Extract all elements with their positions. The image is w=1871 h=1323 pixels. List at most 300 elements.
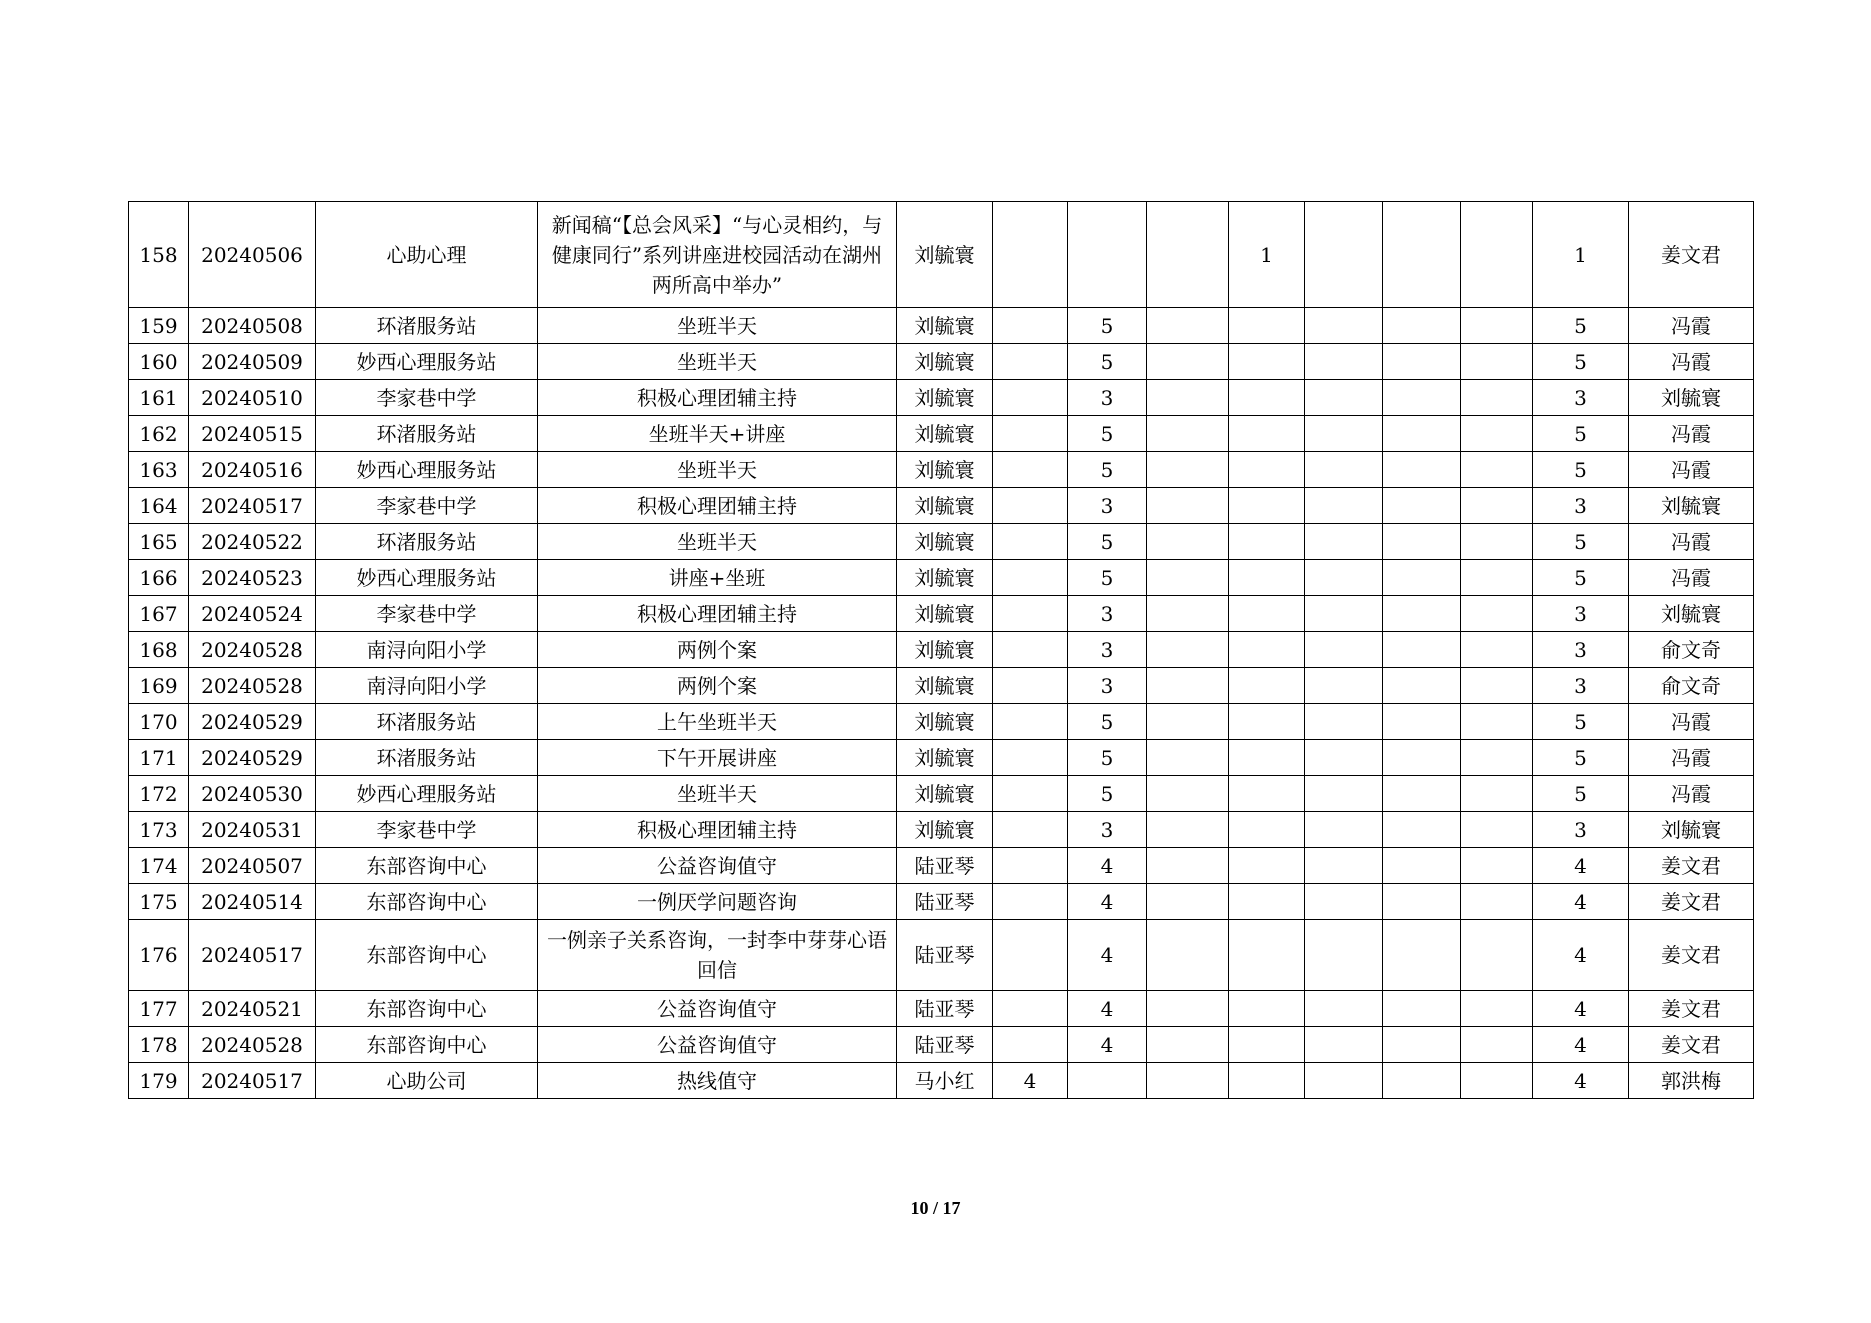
- cell-col-9: [1229, 1027, 1305, 1063]
- cell-volunteer: 刘毓寰: [897, 344, 993, 380]
- cell-col-11: [1383, 308, 1461, 344]
- cell-col-9: [1229, 452, 1305, 488]
- cell-seq-no: 165: [129, 524, 189, 560]
- table-row: [129, 1027, 1754, 1063]
- cell-col-7: 5: [1068, 704, 1147, 740]
- cell-activity: 下午开展讲座: [538, 740, 897, 776]
- cell-organization: 东部咨询中心: [316, 991, 538, 1027]
- cell-activity: 上午坐班半天: [538, 704, 897, 740]
- cell-col-8: [1147, 812, 1229, 848]
- cell-volunteer: 陆亚琴: [897, 884, 993, 920]
- cell-col-6: [993, 848, 1068, 884]
- cell-col-7: [1068, 202, 1147, 308]
- cell-seq-no: 171: [129, 740, 189, 776]
- table-row: [129, 1063, 1754, 1099]
- cell-col-12: [1461, 380, 1533, 416]
- cell-col-8: [1147, 991, 1229, 1027]
- cell-col-11: [1383, 202, 1461, 308]
- cell-col-12: [1461, 848, 1533, 884]
- cell-col-9: [1229, 560, 1305, 596]
- cell-col-10: [1305, 740, 1383, 776]
- cell-col-10: [1305, 704, 1383, 740]
- cell-volunteer: 刘毓寰: [897, 596, 993, 632]
- cell-volunteer: 刘毓寰: [897, 812, 993, 848]
- cell-total-hours: 4: [1533, 848, 1629, 884]
- cell-activity: 坐班半天: [538, 452, 897, 488]
- cell-organization: 妙西心理服务站: [316, 452, 538, 488]
- cell-organization: 环渚服务站: [316, 416, 538, 452]
- cell-col-6: [993, 776, 1068, 812]
- cell-col-10: [1305, 524, 1383, 560]
- cell-col-7: 5: [1068, 308, 1147, 344]
- cell-col-6: [993, 704, 1068, 740]
- cell-volunteer: 刘毓寰: [897, 668, 993, 704]
- cell-total-hours: 4: [1533, 920, 1629, 991]
- cell-seq-no: 161: [129, 380, 189, 416]
- cell-verifier: 俞文奇: [1629, 632, 1754, 668]
- cell-col-7: 4: [1068, 884, 1147, 920]
- cell-volunteer: 刘毓寰: [897, 380, 993, 416]
- cell-organization: 妙西心理服务站: [316, 776, 538, 812]
- cell-volunteer: 刘毓寰: [897, 308, 993, 344]
- cell-col-11: [1383, 668, 1461, 704]
- cell-volunteer: 陆亚琴: [897, 991, 993, 1027]
- cell-date: 20240528: [189, 668, 316, 704]
- cell-col-7: 5: [1068, 776, 1147, 812]
- cell-organization: 南浔向阳小学: [316, 632, 538, 668]
- table-row: [129, 380, 1754, 416]
- cell-activity: 坐班半天+讲座: [538, 416, 897, 452]
- cell-col-10: [1305, 1027, 1383, 1063]
- cell-verifier: 冯霞: [1629, 524, 1754, 560]
- cell-col-12: [1461, 596, 1533, 632]
- cell-col-8: [1147, 848, 1229, 884]
- cell-seq-no: 164: [129, 488, 189, 524]
- cell-col-9: [1229, 380, 1305, 416]
- cell-col-10: [1305, 991, 1383, 1027]
- cell-col-8: [1147, 560, 1229, 596]
- cell-col-10: [1305, 452, 1383, 488]
- cell-organization: 心助心理: [316, 202, 538, 308]
- cell-col-8: [1147, 1027, 1229, 1063]
- cell-col-10: [1305, 812, 1383, 848]
- cell-col-9: 1: [1229, 202, 1305, 308]
- cell-col-9: [1229, 668, 1305, 704]
- cell-volunteer: 陆亚琴: [897, 1027, 993, 1063]
- table-row: [129, 848, 1754, 884]
- cell-col-10: [1305, 560, 1383, 596]
- cell-col-11: [1383, 344, 1461, 380]
- cell-col-9: [1229, 488, 1305, 524]
- cell-col-8: [1147, 452, 1229, 488]
- cell-seq-no: 162: [129, 416, 189, 452]
- cell-activity: 一例厌学问题咨询: [538, 884, 897, 920]
- cell-col-8: [1147, 884, 1229, 920]
- cell-volunteer: 刘毓寰: [897, 740, 993, 776]
- cell-volunteer: 陆亚琴: [897, 848, 993, 884]
- cell-col-11: [1383, 380, 1461, 416]
- cell-col-10: [1305, 344, 1383, 380]
- cell-seq-no: 175: [129, 884, 189, 920]
- table-row: [129, 991, 1754, 1027]
- cell-activity: 公益咨询值守: [538, 1027, 897, 1063]
- cell-col-11: [1383, 920, 1461, 991]
- cell-total-hours: 3: [1533, 596, 1629, 632]
- cell-col-6: [993, 202, 1068, 308]
- cell-activity: 两例个案: [538, 632, 897, 668]
- table-row: [129, 416, 1754, 452]
- cell-col-7: 3: [1068, 812, 1147, 848]
- cell-verifier: 俞文奇: [1629, 668, 1754, 704]
- cell-col-11: [1383, 632, 1461, 668]
- cell-seq-no: 163: [129, 452, 189, 488]
- cell-organization: 环渚服务站: [316, 740, 538, 776]
- cell-col-8: [1147, 308, 1229, 344]
- cell-col-6: [993, 1027, 1068, 1063]
- cell-date: 20240529: [189, 704, 316, 740]
- cell-col-9: [1229, 344, 1305, 380]
- cell-col-10: [1305, 776, 1383, 812]
- cell-activity: 积极心理团辅主持: [538, 488, 897, 524]
- cell-seq-no: 166: [129, 560, 189, 596]
- cell-col-12: [1461, 668, 1533, 704]
- cell-seq-no: 169: [129, 668, 189, 704]
- cell-verifier: 冯霞: [1629, 560, 1754, 596]
- cell-total-hours: 3: [1533, 488, 1629, 524]
- table-row: [129, 704, 1754, 740]
- cell-activity: 坐班半天: [538, 776, 897, 812]
- cell-col-7: 3: [1068, 632, 1147, 668]
- cell-col-11: [1383, 848, 1461, 884]
- cell-col-10: [1305, 668, 1383, 704]
- table-row: [129, 740, 1754, 776]
- cell-total-hours: 4: [1533, 991, 1629, 1027]
- cell-col-8: [1147, 488, 1229, 524]
- cell-col-12: [1461, 920, 1533, 991]
- cell-activity: 两例个案: [538, 668, 897, 704]
- cell-activity: 积极心理团辅主持: [538, 596, 897, 632]
- cell-col-8: [1147, 704, 1229, 740]
- cell-col-12: [1461, 488, 1533, 524]
- cell-total-hours: 1: [1533, 202, 1629, 308]
- cell-col-7: [1068, 1063, 1147, 1099]
- cell-col-8: [1147, 416, 1229, 452]
- cell-col-10: [1305, 884, 1383, 920]
- cell-date: 20240528: [189, 1027, 316, 1063]
- cell-col-6: [993, 596, 1068, 632]
- cell-col-12: [1461, 704, 1533, 740]
- cell-seq-no: 170: [129, 704, 189, 740]
- cell-col-8: [1147, 776, 1229, 812]
- cell-col-12: [1461, 1063, 1533, 1099]
- table-row: [129, 920, 1754, 991]
- cell-col-6: [993, 308, 1068, 344]
- cell-col-8: [1147, 632, 1229, 668]
- cell-total-hours: 5: [1533, 452, 1629, 488]
- cell-col-7: 4: [1068, 848, 1147, 884]
- cell-col-9: [1229, 991, 1305, 1027]
- cell-col-12: [1461, 991, 1533, 1027]
- cell-col-9: [1229, 416, 1305, 452]
- cell-col-11: [1383, 1027, 1461, 1063]
- cell-verifier: 刘毓寰: [1629, 488, 1754, 524]
- cell-col-8: [1147, 202, 1229, 308]
- cell-verifier: 姜文君: [1629, 884, 1754, 920]
- cell-volunteer: 刘毓寰: [897, 560, 993, 596]
- cell-col-6: [993, 416, 1068, 452]
- cell-col-7: 4: [1068, 991, 1147, 1027]
- cell-col-9: [1229, 848, 1305, 884]
- cell-col-10: [1305, 488, 1383, 524]
- cell-col-6: [993, 560, 1068, 596]
- cell-verifier: 姜文君: [1629, 920, 1754, 991]
- cell-col-12: [1461, 884, 1533, 920]
- cell-date: 20240524: [189, 596, 316, 632]
- cell-col-12: [1461, 1027, 1533, 1063]
- cell-col-9: [1229, 920, 1305, 991]
- table-row: [129, 202, 1754, 308]
- table-row: [129, 776, 1754, 812]
- cell-col-10: [1305, 202, 1383, 308]
- table-row: [129, 596, 1754, 632]
- cell-total-hours: 5: [1533, 776, 1629, 812]
- cell-seq-no: 179: [129, 1063, 189, 1099]
- cell-col-11: [1383, 776, 1461, 812]
- cell-date: 20240506: [189, 202, 316, 308]
- cell-col-9: [1229, 704, 1305, 740]
- cell-verifier: 冯霞: [1629, 704, 1754, 740]
- cell-total-hours: 5: [1533, 740, 1629, 776]
- cell-verifier: 冯霞: [1629, 452, 1754, 488]
- cell-col-6: 4: [993, 1063, 1068, 1099]
- cell-col-7: 5: [1068, 740, 1147, 776]
- cell-total-hours: 4: [1533, 1027, 1629, 1063]
- table-row: [129, 488, 1754, 524]
- cell-activity: 公益咨询值守: [538, 848, 897, 884]
- cell-activity: 新闻稿“【总会风采】“与心灵相约，与健康同行”系列讲座进校园活动在湖州两所高中举办”: [538, 202, 897, 308]
- cell-col-11: [1383, 884, 1461, 920]
- cell-activity: 积极心理团辅主持: [538, 380, 897, 416]
- cell-total-hours: 5: [1533, 308, 1629, 344]
- cell-date: 20240517: [189, 1063, 316, 1099]
- cell-col-9: [1229, 812, 1305, 848]
- cell-date: 20240521: [189, 991, 316, 1027]
- cell-col-12: [1461, 812, 1533, 848]
- table-row: [129, 452, 1754, 488]
- table-row: [129, 560, 1754, 596]
- cell-col-8: [1147, 344, 1229, 380]
- cell-activity: 坐班半天: [538, 308, 897, 344]
- cell-col-11: [1383, 740, 1461, 776]
- cell-verifier: 冯霞: [1629, 344, 1754, 380]
- cell-verifier: 姜文君: [1629, 1027, 1754, 1063]
- cell-activity: 坐班半天: [538, 344, 897, 380]
- table-row: [129, 632, 1754, 668]
- cell-organization: 环渚服务站: [316, 704, 538, 740]
- cell-col-11: [1383, 560, 1461, 596]
- cell-col-12: [1461, 524, 1533, 560]
- cell-col-7: 4: [1068, 1027, 1147, 1063]
- cell-col-12: [1461, 202, 1533, 308]
- cell-col-7: 5: [1068, 452, 1147, 488]
- cell-col-10: [1305, 920, 1383, 991]
- cell-total-hours: 4: [1533, 884, 1629, 920]
- cell-col-6: [993, 380, 1068, 416]
- cell-col-11: [1383, 991, 1461, 1027]
- cell-col-6: [993, 812, 1068, 848]
- cell-verifier: 姜文君: [1629, 202, 1754, 308]
- cell-verifier: 冯霞: [1629, 308, 1754, 344]
- cell-col-7: 3: [1068, 380, 1147, 416]
- page-number: 10 / 17: [910, 1198, 961, 1218]
- cell-organization: 东部咨询中心: [316, 884, 538, 920]
- cell-col-6: [993, 740, 1068, 776]
- cell-date: 20240510: [189, 380, 316, 416]
- cell-col-8: [1147, 380, 1229, 416]
- cell-total-hours: 5: [1533, 524, 1629, 560]
- cell-col-6: [993, 344, 1068, 380]
- table-row: [129, 308, 1754, 344]
- cell-col-7: 4: [1068, 920, 1147, 991]
- cell-col-6: [993, 632, 1068, 668]
- cell-col-11: [1383, 488, 1461, 524]
- cell-date: 20240514: [189, 884, 316, 920]
- cell-volunteer: 刘毓寰: [897, 704, 993, 740]
- cell-date: 20240530: [189, 776, 316, 812]
- cell-col-12: [1461, 308, 1533, 344]
- cell-col-8: [1147, 1063, 1229, 1099]
- cell-col-6: [993, 920, 1068, 991]
- cell-col-7: 5: [1068, 560, 1147, 596]
- cell-col-6: [993, 668, 1068, 704]
- cell-verifier: 刘毓寰: [1629, 812, 1754, 848]
- cell-organization: 东部咨询中心: [316, 1027, 538, 1063]
- table-row: [129, 344, 1754, 380]
- cell-col-10: [1305, 1063, 1383, 1099]
- cell-seq-no: 176: [129, 920, 189, 991]
- table-row: [129, 668, 1754, 704]
- cell-col-10: [1305, 416, 1383, 452]
- cell-date: 20240508: [189, 308, 316, 344]
- cell-col-10: [1305, 308, 1383, 344]
- cell-date: 20240509: [189, 344, 316, 380]
- cell-activity: 公益咨询值守: [538, 991, 897, 1027]
- cell-col-11: [1383, 1063, 1461, 1099]
- cell-col-6: [993, 991, 1068, 1027]
- cell-col-9: [1229, 1063, 1305, 1099]
- cell-organization: 妙西心理服务站: [316, 560, 538, 596]
- cell-activity: 积极心理团辅主持: [538, 812, 897, 848]
- cell-col-7: 3: [1068, 668, 1147, 704]
- cell-seq-no: 167: [129, 596, 189, 632]
- cell-col-12: [1461, 416, 1533, 452]
- cell-col-7: 5: [1068, 524, 1147, 560]
- cell-col-12: [1461, 452, 1533, 488]
- cell-verifier: 姜文君: [1629, 848, 1754, 884]
- cell-total-hours: 3: [1533, 668, 1629, 704]
- cell-activity: 坐班半天: [538, 524, 897, 560]
- cell-date: 20240523: [189, 560, 316, 596]
- cell-verifier: 郭洪梅: [1629, 1063, 1754, 1099]
- cell-col-9: [1229, 776, 1305, 812]
- cell-volunteer: 刘毓寰: [897, 632, 993, 668]
- table-row: [129, 524, 1754, 560]
- cell-seq-no: 172: [129, 776, 189, 812]
- cell-col-7: 3: [1068, 488, 1147, 524]
- cell-col-12: [1461, 560, 1533, 596]
- cell-seq-no: 177: [129, 991, 189, 1027]
- cell-organization: 妙西心理服务站: [316, 344, 538, 380]
- cell-col-9: [1229, 308, 1305, 344]
- cell-col-10: [1305, 848, 1383, 884]
- cell-seq-no: 174: [129, 848, 189, 884]
- cell-total-hours: 3: [1533, 632, 1629, 668]
- cell-total-hours: 5: [1533, 416, 1629, 452]
- cell-total-hours: 3: [1533, 812, 1629, 848]
- cell-col-12: [1461, 632, 1533, 668]
- cell-col-12: [1461, 344, 1533, 380]
- cell-col-9: [1229, 884, 1305, 920]
- activity-table: [128, 201, 1754, 1099]
- cell-seq-no: 178: [129, 1027, 189, 1063]
- cell-col-7: 5: [1068, 416, 1147, 452]
- cell-col-8: [1147, 524, 1229, 560]
- cell-col-10: [1305, 380, 1383, 416]
- cell-organization: 心助公司: [316, 1063, 538, 1099]
- cell-col-10: [1305, 596, 1383, 632]
- cell-volunteer: 马小红: [897, 1063, 993, 1099]
- cell-verifier: 姜文君: [1629, 991, 1754, 1027]
- cell-col-9: [1229, 596, 1305, 632]
- cell-date: 20240531: [189, 812, 316, 848]
- cell-col-8: [1147, 668, 1229, 704]
- cell-col-8: [1147, 596, 1229, 632]
- cell-col-6: [993, 488, 1068, 524]
- cell-col-12: [1461, 776, 1533, 812]
- cell-col-11: [1383, 812, 1461, 848]
- cell-col-9: [1229, 632, 1305, 668]
- cell-col-6: [993, 884, 1068, 920]
- cell-volunteer: 刘毓寰: [897, 416, 993, 452]
- table-body: [129, 202, 1754, 1099]
- cell-col-12: [1461, 740, 1533, 776]
- cell-col-9: [1229, 524, 1305, 560]
- cell-date: 20240507: [189, 848, 316, 884]
- cell-col-7: 5: [1068, 344, 1147, 380]
- cell-verifier: 冯霞: [1629, 776, 1754, 812]
- cell-col-11: [1383, 704, 1461, 740]
- cell-col-6: [993, 452, 1068, 488]
- cell-volunteer: 刘毓寰: [897, 202, 993, 308]
- cell-col-7: 3: [1068, 596, 1147, 632]
- cell-organization: 南浔向阳小学: [316, 668, 538, 704]
- cell-col-11: [1383, 416, 1461, 452]
- cell-volunteer: 刘毓寰: [897, 776, 993, 812]
- cell-seq-no: 173: [129, 812, 189, 848]
- cell-col-8: [1147, 740, 1229, 776]
- cell-organization: 李家巷中学: [316, 488, 538, 524]
- cell-organization: 环渚服务站: [316, 308, 538, 344]
- cell-total-hours: 3: [1533, 380, 1629, 416]
- cell-organization: 李家巷中学: [316, 596, 538, 632]
- cell-date: 20240515: [189, 416, 316, 452]
- cell-total-hours: 4: [1533, 1063, 1629, 1099]
- cell-activity: 讲座+坐班: [538, 560, 897, 596]
- cell-col-8: [1147, 920, 1229, 991]
- cell-date: 20240529: [189, 740, 316, 776]
- cell-organization: 李家巷中学: [316, 380, 538, 416]
- cell-seq-no: 159: [129, 308, 189, 344]
